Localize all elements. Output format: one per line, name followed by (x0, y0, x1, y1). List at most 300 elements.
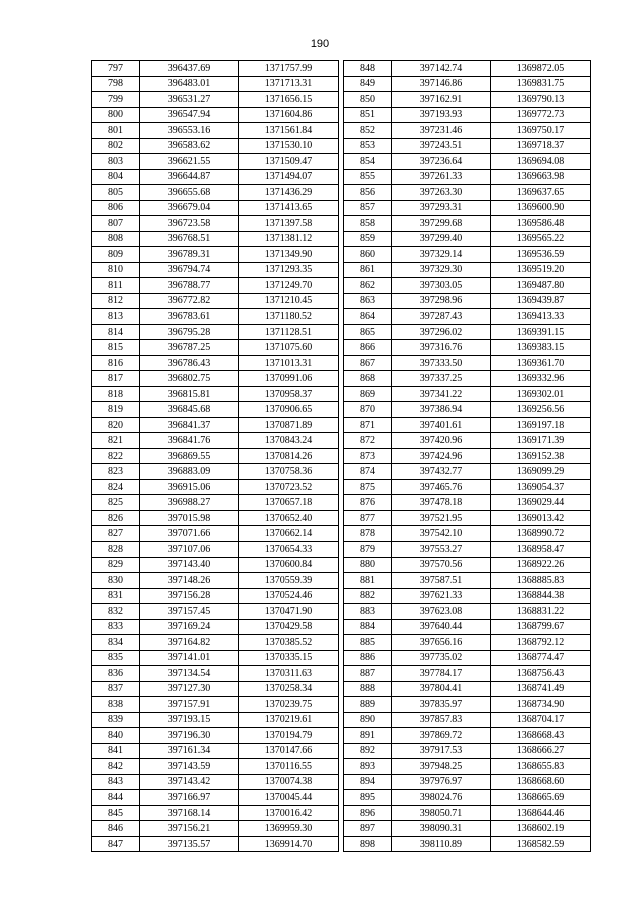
x-coordinate-cell: 397243.51 (392, 138, 491, 154)
table-row (92, 61, 339, 77)
table-row (92, 495, 339, 511)
table-row (92, 371, 339, 387)
table-row (344, 681, 591, 697)
table-row (344, 169, 591, 185)
table-row (344, 588, 591, 604)
y-coordinate-cell: 1368668.43 (491, 728, 591, 744)
x-coordinate-cell: 396644.87 (140, 169, 239, 185)
x-coordinate-cell: 397553.27 (392, 541, 491, 557)
x-coordinate-cell: 397169.24 (140, 619, 239, 635)
y-coordinate-cell: 1370429.58 (239, 619, 339, 635)
table-row (92, 774, 339, 790)
x-coordinate-cell: 397134.54 (140, 666, 239, 682)
point-number-cell: 859 (344, 231, 392, 247)
point-number-cell: 898 (344, 836, 392, 852)
y-coordinate-cell: 1368704.17 (491, 712, 591, 728)
y-coordinate-cell: 1369029.44 (491, 495, 591, 511)
point-number-cell: 831 (92, 588, 140, 604)
y-coordinate-cell: 1369772.73 (491, 107, 591, 123)
point-number-cell: 829 (92, 557, 140, 573)
x-coordinate-cell: 397143.59 (140, 759, 239, 775)
y-coordinate-cell: 1369872.05 (491, 61, 591, 77)
point-number-cell: 889 (344, 697, 392, 713)
point-number-cell: 808 (92, 231, 140, 247)
table-row (344, 635, 591, 651)
x-coordinate-cell: 396841.37 (140, 417, 239, 433)
x-coordinate-cell: 397735.02 (392, 650, 491, 666)
table-row (344, 200, 591, 216)
x-coordinate-cell: 396723.58 (140, 216, 239, 232)
x-coordinate-cell: 397341.22 (392, 386, 491, 402)
y-coordinate-cell: 1368922.26 (491, 557, 591, 573)
table-row (344, 759, 591, 775)
table-row (92, 76, 339, 92)
table-row (344, 666, 591, 682)
y-coordinate-cell: 1368666.27 (491, 743, 591, 759)
table-row (344, 712, 591, 728)
y-coordinate-cell: 1369600.90 (491, 200, 591, 216)
page-number: 190 (310, 38, 330, 50)
x-coordinate-cell: 397948.25 (392, 759, 491, 775)
table-row (92, 790, 339, 806)
y-coordinate-cell: 1368741.49 (491, 681, 591, 697)
point-number-cell: 821 (92, 433, 140, 449)
y-coordinate-cell: 1369637.65 (491, 185, 591, 201)
y-coordinate-cell: 1368582.59 (491, 836, 591, 852)
table-row (344, 604, 591, 620)
point-number-cell: 849 (344, 76, 392, 92)
point-number-cell: 800 (92, 107, 140, 123)
point-number-cell: 826 (92, 510, 140, 526)
point-number-cell: 875 (344, 479, 392, 495)
y-coordinate-cell: 1369391.15 (491, 324, 591, 340)
x-coordinate-cell: 397157.45 (140, 604, 239, 620)
y-coordinate-cell: 1368958.47 (491, 541, 591, 557)
table-row (344, 386, 591, 402)
point-number-cell: 879 (344, 541, 392, 557)
point-number-cell: 834 (92, 635, 140, 651)
x-coordinate-cell: 397135.57 (140, 836, 239, 852)
y-coordinate-cell: 1370991.06 (239, 371, 339, 387)
y-coordinate-cell: 1370116.55 (239, 759, 339, 775)
y-coordinate-cell: 1369361.70 (491, 355, 591, 371)
y-coordinate-cell: 1370335.15 (239, 650, 339, 666)
x-coordinate-cell: 397293.31 (392, 200, 491, 216)
y-coordinate-cell: 1370559.39 (239, 573, 339, 589)
table-row (344, 293, 591, 309)
x-coordinate-cell: 397296.02 (392, 324, 491, 340)
y-coordinate-cell: 1368734.90 (491, 697, 591, 713)
y-coordinate-cell: 1369959.30 (239, 821, 339, 837)
y-coordinate-cell: 1370871.89 (239, 417, 339, 433)
point-number-cell: 805 (92, 185, 140, 201)
x-coordinate-cell: 397299.68 (392, 216, 491, 232)
y-coordinate-cell: 1370654.33 (239, 541, 339, 557)
x-coordinate-cell: 396788.77 (140, 278, 239, 294)
x-coordinate-cell: 397621.33 (392, 588, 491, 604)
table-row (344, 371, 591, 387)
table-row (92, 448, 339, 464)
table-row (344, 417, 591, 433)
x-coordinate-cell: 396789.31 (140, 247, 239, 263)
y-coordinate-cell: 1370657.18 (239, 495, 339, 511)
y-coordinate-cell: 1370258.34 (239, 681, 339, 697)
x-coordinate-cell: 397432.77 (392, 464, 491, 480)
point-number-cell: 897 (344, 821, 392, 837)
point-number-cell: 881 (344, 573, 392, 589)
x-coordinate-cell: 396815.81 (140, 386, 239, 402)
point-number-cell: 846 (92, 821, 140, 837)
x-coordinate-cell: 396845.68 (140, 402, 239, 418)
point-number-cell: 815 (92, 340, 140, 356)
x-coordinate-cell: 396583.62 (140, 138, 239, 154)
x-coordinate-cell: 397804.41 (392, 681, 491, 697)
table-row (92, 510, 339, 526)
table-row (344, 355, 591, 371)
x-coordinate-cell: 397161.34 (140, 743, 239, 759)
point-number-cell: 806 (92, 200, 140, 216)
y-coordinate-cell: 1369383.15 (491, 340, 591, 356)
y-coordinate-cell: 1369013.42 (491, 510, 591, 526)
table-row (92, 573, 339, 589)
y-coordinate-cell: 1368665.69 (491, 790, 591, 806)
point-number-cell: 893 (344, 759, 392, 775)
point-number-cell: 833 (92, 619, 140, 635)
point-number-cell: 850 (344, 92, 392, 108)
point-number-cell: 818 (92, 386, 140, 402)
x-coordinate-cell: 397156.28 (140, 588, 239, 604)
point-number-cell: 890 (344, 712, 392, 728)
y-coordinate-cell: 1369750.17 (491, 123, 591, 139)
table-row (344, 728, 591, 744)
y-coordinate-cell: 1370843.24 (239, 433, 339, 449)
point-number-cell: 886 (344, 650, 392, 666)
table-row (92, 200, 339, 216)
point-number-cell: 864 (344, 309, 392, 325)
point-number-cell: 862 (344, 278, 392, 294)
y-coordinate-cell: 1370311.63 (239, 666, 339, 682)
y-coordinate-cell: 1369152.38 (491, 448, 591, 464)
table-row (92, 293, 339, 309)
x-coordinate-cell: 397298.96 (392, 293, 491, 309)
table-row (344, 805, 591, 821)
y-coordinate-cell: 1371381.12 (239, 231, 339, 247)
x-coordinate-cell: 397570.56 (392, 557, 491, 573)
table-row (344, 433, 591, 449)
point-number-cell: 873 (344, 448, 392, 464)
y-coordinate-cell: 1369413.33 (491, 309, 591, 325)
table-row (344, 697, 591, 713)
point-number-cell: 836 (92, 666, 140, 682)
y-coordinate-cell: 1371180.52 (239, 309, 339, 325)
x-coordinate-cell: 397107.06 (140, 541, 239, 557)
point-number-cell: 874 (344, 464, 392, 480)
y-coordinate-cell: 1368831.22 (491, 604, 591, 620)
y-coordinate-cell: 1371293.35 (239, 262, 339, 278)
y-coordinate-cell: 1371249.70 (239, 278, 339, 294)
x-coordinate-cell: 397193.93 (392, 107, 491, 123)
x-coordinate-cell: 397303.05 (392, 278, 491, 294)
x-coordinate-cell: 396915.06 (140, 479, 239, 495)
table-row (344, 774, 591, 790)
point-number-cell: 866 (344, 340, 392, 356)
x-coordinate-cell: 396786.43 (140, 355, 239, 371)
table-row (344, 790, 591, 806)
x-coordinate-cell: 396772.82 (140, 293, 239, 309)
point-number-cell: 840 (92, 728, 140, 744)
point-number-cell: 841 (92, 743, 140, 759)
point-number-cell: 887 (344, 666, 392, 682)
point-number-cell: 827 (92, 526, 140, 542)
table-row (92, 278, 339, 294)
y-coordinate-cell: 1369718.37 (491, 138, 591, 154)
y-coordinate-cell: 1371561.84 (239, 123, 339, 139)
y-coordinate-cell: 1369914.70 (239, 836, 339, 852)
point-number-cell: 878 (344, 526, 392, 542)
table-row (92, 541, 339, 557)
table-row (92, 805, 339, 821)
table-row (344, 216, 591, 232)
table-row (344, 821, 591, 837)
y-coordinate-cell: 1370239.75 (239, 697, 339, 713)
x-coordinate-cell: 396531.27 (140, 92, 239, 108)
table-row (344, 262, 591, 278)
table-row (344, 541, 591, 557)
point-number-cell: 813 (92, 309, 140, 325)
point-number-cell: 811 (92, 278, 140, 294)
table-row (344, 123, 591, 139)
x-coordinate-cell: 397287.43 (392, 309, 491, 325)
x-coordinate-cell: 398024.76 (392, 790, 491, 806)
y-coordinate-cell: 1368844.38 (491, 588, 591, 604)
point-number-cell: 832 (92, 604, 140, 620)
x-coordinate-cell: 397917.53 (392, 743, 491, 759)
y-coordinate-cell: 1369519.20 (491, 262, 591, 278)
point-number-cell: 843 (92, 774, 140, 790)
table-row (344, 154, 591, 170)
table-row (92, 526, 339, 542)
x-coordinate-cell: 397857.83 (392, 712, 491, 728)
point-number-cell: 816 (92, 355, 140, 371)
x-coordinate-cell: 397424.96 (392, 448, 491, 464)
x-coordinate-cell: 397465.76 (392, 479, 491, 495)
table-row (92, 216, 339, 232)
x-coordinate-cell: 396679.04 (140, 200, 239, 216)
y-coordinate-cell: 1370016.42 (239, 805, 339, 821)
x-coordinate-cell: 397623.08 (392, 604, 491, 620)
point-number-cell: 885 (344, 635, 392, 651)
x-coordinate-cell: 397127.30 (140, 681, 239, 697)
y-coordinate-cell: 1370194.79 (239, 728, 339, 744)
point-number-cell: 880 (344, 557, 392, 573)
point-number-cell: 807 (92, 216, 140, 232)
table-row (92, 262, 339, 278)
table-row (344, 479, 591, 495)
x-coordinate-cell: 396553.16 (140, 123, 239, 139)
point-number-cell: 863 (344, 293, 392, 309)
table-row (92, 666, 339, 682)
point-number-cell: 809 (92, 247, 140, 263)
table-row (344, 650, 591, 666)
table-row (344, 495, 591, 511)
point-number-cell: 867 (344, 355, 392, 371)
y-coordinate-cell: 1370758.36 (239, 464, 339, 480)
point-number-cell: 820 (92, 417, 140, 433)
table-row (344, 573, 591, 589)
table-row (92, 309, 339, 325)
y-coordinate-cell: 1369536.59 (491, 247, 591, 263)
point-number-cell: 892 (344, 743, 392, 759)
x-coordinate-cell: 397976.97 (392, 774, 491, 790)
point-number-cell: 853 (344, 138, 392, 154)
table-row (92, 697, 339, 713)
point-number-cell: 882 (344, 588, 392, 604)
y-coordinate-cell: 1371128.51 (239, 324, 339, 340)
coordinates-table-right (343, 60, 591, 852)
x-coordinate-cell: 397193.15 (140, 712, 239, 728)
x-coordinate-cell: 397329.30 (392, 262, 491, 278)
point-number-cell: 838 (92, 697, 140, 713)
table-row (92, 123, 339, 139)
point-number-cell: 869 (344, 386, 392, 402)
table-row (92, 402, 339, 418)
table-row (92, 433, 339, 449)
y-coordinate-cell: 1371397.58 (239, 216, 339, 232)
table-row (344, 557, 591, 573)
x-coordinate-cell: 397329.14 (392, 247, 491, 263)
y-coordinate-cell: 1369694.08 (491, 154, 591, 170)
table-row (344, 619, 591, 635)
table-row (92, 619, 339, 635)
point-number-cell: 801 (92, 123, 140, 139)
point-number-cell: 810 (92, 262, 140, 278)
y-coordinate-cell: 1369586.48 (491, 216, 591, 232)
table-row (92, 324, 339, 340)
x-coordinate-cell: 397401.61 (392, 417, 491, 433)
y-coordinate-cell: 1369565.22 (491, 231, 591, 247)
table-row (92, 107, 339, 123)
point-number-cell: 837 (92, 681, 140, 697)
table-row (92, 231, 339, 247)
point-number-cell: 844 (92, 790, 140, 806)
table-row (92, 247, 339, 263)
y-coordinate-cell: 1369439.87 (491, 293, 591, 309)
point-number-cell: 839 (92, 712, 140, 728)
point-number-cell: 851 (344, 107, 392, 123)
y-coordinate-cell: 1371349.90 (239, 247, 339, 263)
y-coordinate-cell: 1368602.19 (491, 821, 591, 837)
y-coordinate-cell: 1371530.10 (239, 138, 339, 154)
y-coordinate-cell: 1369197.18 (491, 417, 591, 433)
table-row (92, 836, 339, 852)
y-coordinate-cell: 1371210.45 (239, 293, 339, 309)
point-number-cell: 847 (92, 836, 140, 852)
x-coordinate-cell: 397146.86 (392, 76, 491, 92)
x-coordinate-cell: 397587.51 (392, 573, 491, 589)
x-coordinate-cell: 396783.61 (140, 309, 239, 325)
x-coordinate-cell: 397640.44 (392, 619, 491, 635)
table-row (344, 510, 591, 526)
y-coordinate-cell: 1370074.38 (239, 774, 339, 790)
point-number-cell: 848 (344, 61, 392, 77)
y-coordinate-cell: 1370219.61 (239, 712, 339, 728)
table-row (92, 154, 339, 170)
table-row (344, 278, 591, 294)
table-row (92, 604, 339, 620)
y-coordinate-cell: 1368885.83 (491, 573, 591, 589)
point-number-cell: 870 (344, 402, 392, 418)
x-coordinate-cell: 396437.69 (140, 61, 239, 77)
y-coordinate-cell: 1371713.31 (239, 76, 339, 92)
x-coordinate-cell: 396883.09 (140, 464, 239, 480)
x-coordinate-cell: 397143.40 (140, 557, 239, 573)
x-coordinate-cell: 396483.01 (140, 76, 239, 92)
table-row (344, 76, 591, 92)
y-coordinate-cell: 1369790.13 (491, 92, 591, 108)
y-coordinate-cell: 1371656.15 (239, 92, 339, 108)
point-number-cell: 894 (344, 774, 392, 790)
x-coordinate-cell: 397337.25 (392, 371, 491, 387)
point-number-cell: 860 (344, 247, 392, 263)
table-row (344, 231, 591, 247)
table-row (344, 247, 591, 263)
table-row (344, 92, 591, 108)
x-coordinate-cell: 397784.17 (392, 666, 491, 682)
x-coordinate-cell: 396841.76 (140, 433, 239, 449)
point-number-cell: 896 (344, 805, 392, 821)
point-number-cell: 877 (344, 510, 392, 526)
x-coordinate-cell: 397164.82 (140, 635, 239, 651)
point-number-cell: 888 (344, 681, 392, 697)
table-row (92, 635, 339, 651)
y-coordinate-cell: 1369487.80 (491, 278, 591, 294)
x-coordinate-cell: 397166.97 (140, 790, 239, 806)
y-coordinate-cell: 1368668.60 (491, 774, 591, 790)
x-coordinate-cell: 397261.33 (392, 169, 491, 185)
y-coordinate-cell: 1369054.37 (491, 479, 591, 495)
point-number-cell: 823 (92, 464, 140, 480)
x-coordinate-cell: 396768.51 (140, 231, 239, 247)
point-number-cell: 858 (344, 216, 392, 232)
x-coordinate-cell: 397478.18 (392, 495, 491, 511)
y-coordinate-cell: 1369831.75 (491, 76, 591, 92)
table-row (344, 526, 591, 542)
x-coordinate-cell: 397521.95 (392, 510, 491, 526)
x-coordinate-cell: 397157.91 (140, 697, 239, 713)
table-row (92, 417, 339, 433)
y-coordinate-cell: 1368655.83 (491, 759, 591, 775)
x-coordinate-cell: 397162.91 (392, 92, 491, 108)
table-row (344, 836, 591, 852)
table-row (92, 588, 339, 604)
x-coordinate-cell: 396794.74 (140, 262, 239, 278)
point-number-cell: 814 (92, 324, 140, 340)
point-number-cell: 804 (92, 169, 140, 185)
x-coordinate-cell: 396988.27 (140, 495, 239, 511)
table-row (92, 557, 339, 573)
y-coordinate-cell: 1369171.39 (491, 433, 591, 449)
point-number-cell: 830 (92, 573, 140, 589)
y-coordinate-cell: 1369256.56 (491, 402, 591, 418)
table-row (92, 355, 339, 371)
point-number-cell: 884 (344, 619, 392, 635)
point-number-cell: 817 (92, 371, 140, 387)
point-number-cell: 883 (344, 604, 392, 620)
point-number-cell: 799 (92, 92, 140, 108)
point-number-cell: 842 (92, 759, 140, 775)
y-coordinate-cell: 1370045.44 (239, 790, 339, 806)
x-coordinate-cell: 397168.14 (140, 805, 239, 821)
